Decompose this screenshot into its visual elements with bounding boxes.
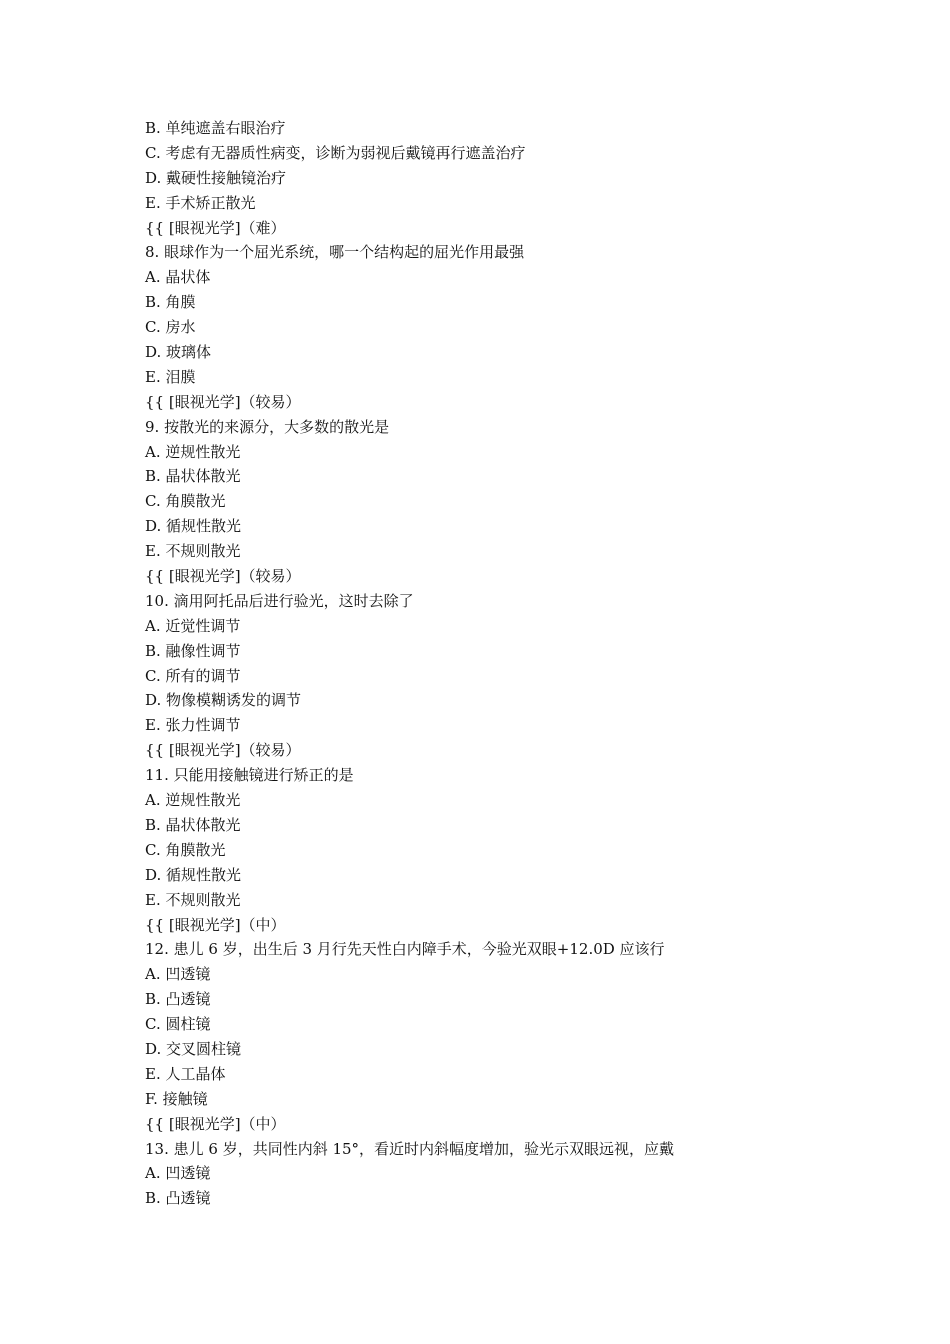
text-line: D. 戴硬性接触镜治疗 bbox=[145, 168, 287, 187]
question-stem: 10. 滴用阿托品后进行验光，这时去除了 bbox=[145, 591, 414, 610]
answer-option: F. 接触镜 bbox=[145, 1089, 208, 1108]
answer-option: C. 圆柱镜 bbox=[145, 1015, 211, 1034]
answer-option: D. 循规性散光 bbox=[145, 517, 242, 536]
answer-option: D. 物像模糊诱发的调节 bbox=[145, 691, 302, 710]
answer-option: E. 不规则散光 bbox=[145, 542, 241, 561]
answer-option: B. 凸透镜 bbox=[145, 990, 211, 1009]
answer-option: E. 张力性调节 bbox=[145, 716, 241, 735]
answer-option: B. 晶状体散光 bbox=[145, 467, 241, 486]
answer-option: D. 循规性散光 bbox=[145, 865, 242, 884]
category-tag: {{ [眼视光学]（较易） bbox=[145, 392, 301, 411]
category-tag: {{ [眼视光学]（较易） bbox=[145, 741, 301, 760]
answer-option: E. 泪膜 bbox=[145, 367, 196, 386]
category-tag: {{ [眼视光学]（中） bbox=[145, 1114, 286, 1133]
answer-option: C. 所有的调节 bbox=[145, 666, 241, 685]
answer-option: A. 逆规性散光 bbox=[145, 791, 241, 810]
answer-option: D. 交叉圆柱镜 bbox=[145, 1039, 242, 1058]
question-stem: 9. 按散光的来源分，大多数的散光是 bbox=[145, 417, 390, 436]
answer-option: C. 房水 bbox=[145, 318, 196, 337]
answer-option: B. 角膜 bbox=[145, 293, 196, 312]
category-tag: {{ [眼视光学]（较易） bbox=[145, 567, 301, 586]
text-line: E. 手术矫正散光 bbox=[145, 193, 256, 212]
answer-option: C. 角膜散光 bbox=[145, 840, 226, 859]
answer-option: A. 凹透镜 bbox=[145, 1164, 211, 1183]
answer-option: B. 融像性调节 bbox=[145, 641, 241, 660]
answer-option: B. 晶状体散光 bbox=[145, 815, 241, 834]
answer-option: E. 人工晶体 bbox=[145, 1064, 226, 1083]
question-stem: 8. 眼球作为一个屈光系统，哪一个结构起的屈光作用最强 bbox=[145, 243, 525, 262]
answer-option: A. 逆规性散光 bbox=[145, 442, 241, 461]
text-line: C. 考虑有无器质性病变，诊断为弱视后戴镜再行遮盖治疗 bbox=[145, 143, 526, 162]
answer-option: C. 角膜散光 bbox=[145, 492, 226, 511]
answer-option: A. 凹透镜 bbox=[145, 965, 211, 984]
question-stem: 13. 患儿 6 岁，共同性内斜 15°，看近时内斜幅度增加，验光示双眼远视，应戴 bbox=[145, 1139, 675, 1158]
text-line: B. 单纯遮盖右眼治疗 bbox=[145, 119, 286, 137]
category-tag: {{ [眼视光学]（难） bbox=[145, 218, 286, 237]
category-tag: {{ [眼视光学]（中） bbox=[145, 915, 286, 934]
question-stem: 11. 只能用接触镜进行矫正的是 bbox=[145, 766, 354, 785]
answer-option: D. 玻璃体 bbox=[145, 343, 212, 362]
answer-option: B. 凸透镜 bbox=[145, 1189, 211, 1208]
answer-option: E. 不规则散光 bbox=[145, 890, 241, 909]
question-stem: 12. 患儿 6 岁，出生后 3 月行先天性白内障手术，今验光双眼+12.0D 应该行 bbox=[145, 940, 665, 959]
answer-option: A. 近觉性调节 bbox=[145, 616, 241, 635]
document-body bbox=[145, 116, 845, 1211]
answer-option: A. 晶状体 bbox=[145, 268, 211, 287]
